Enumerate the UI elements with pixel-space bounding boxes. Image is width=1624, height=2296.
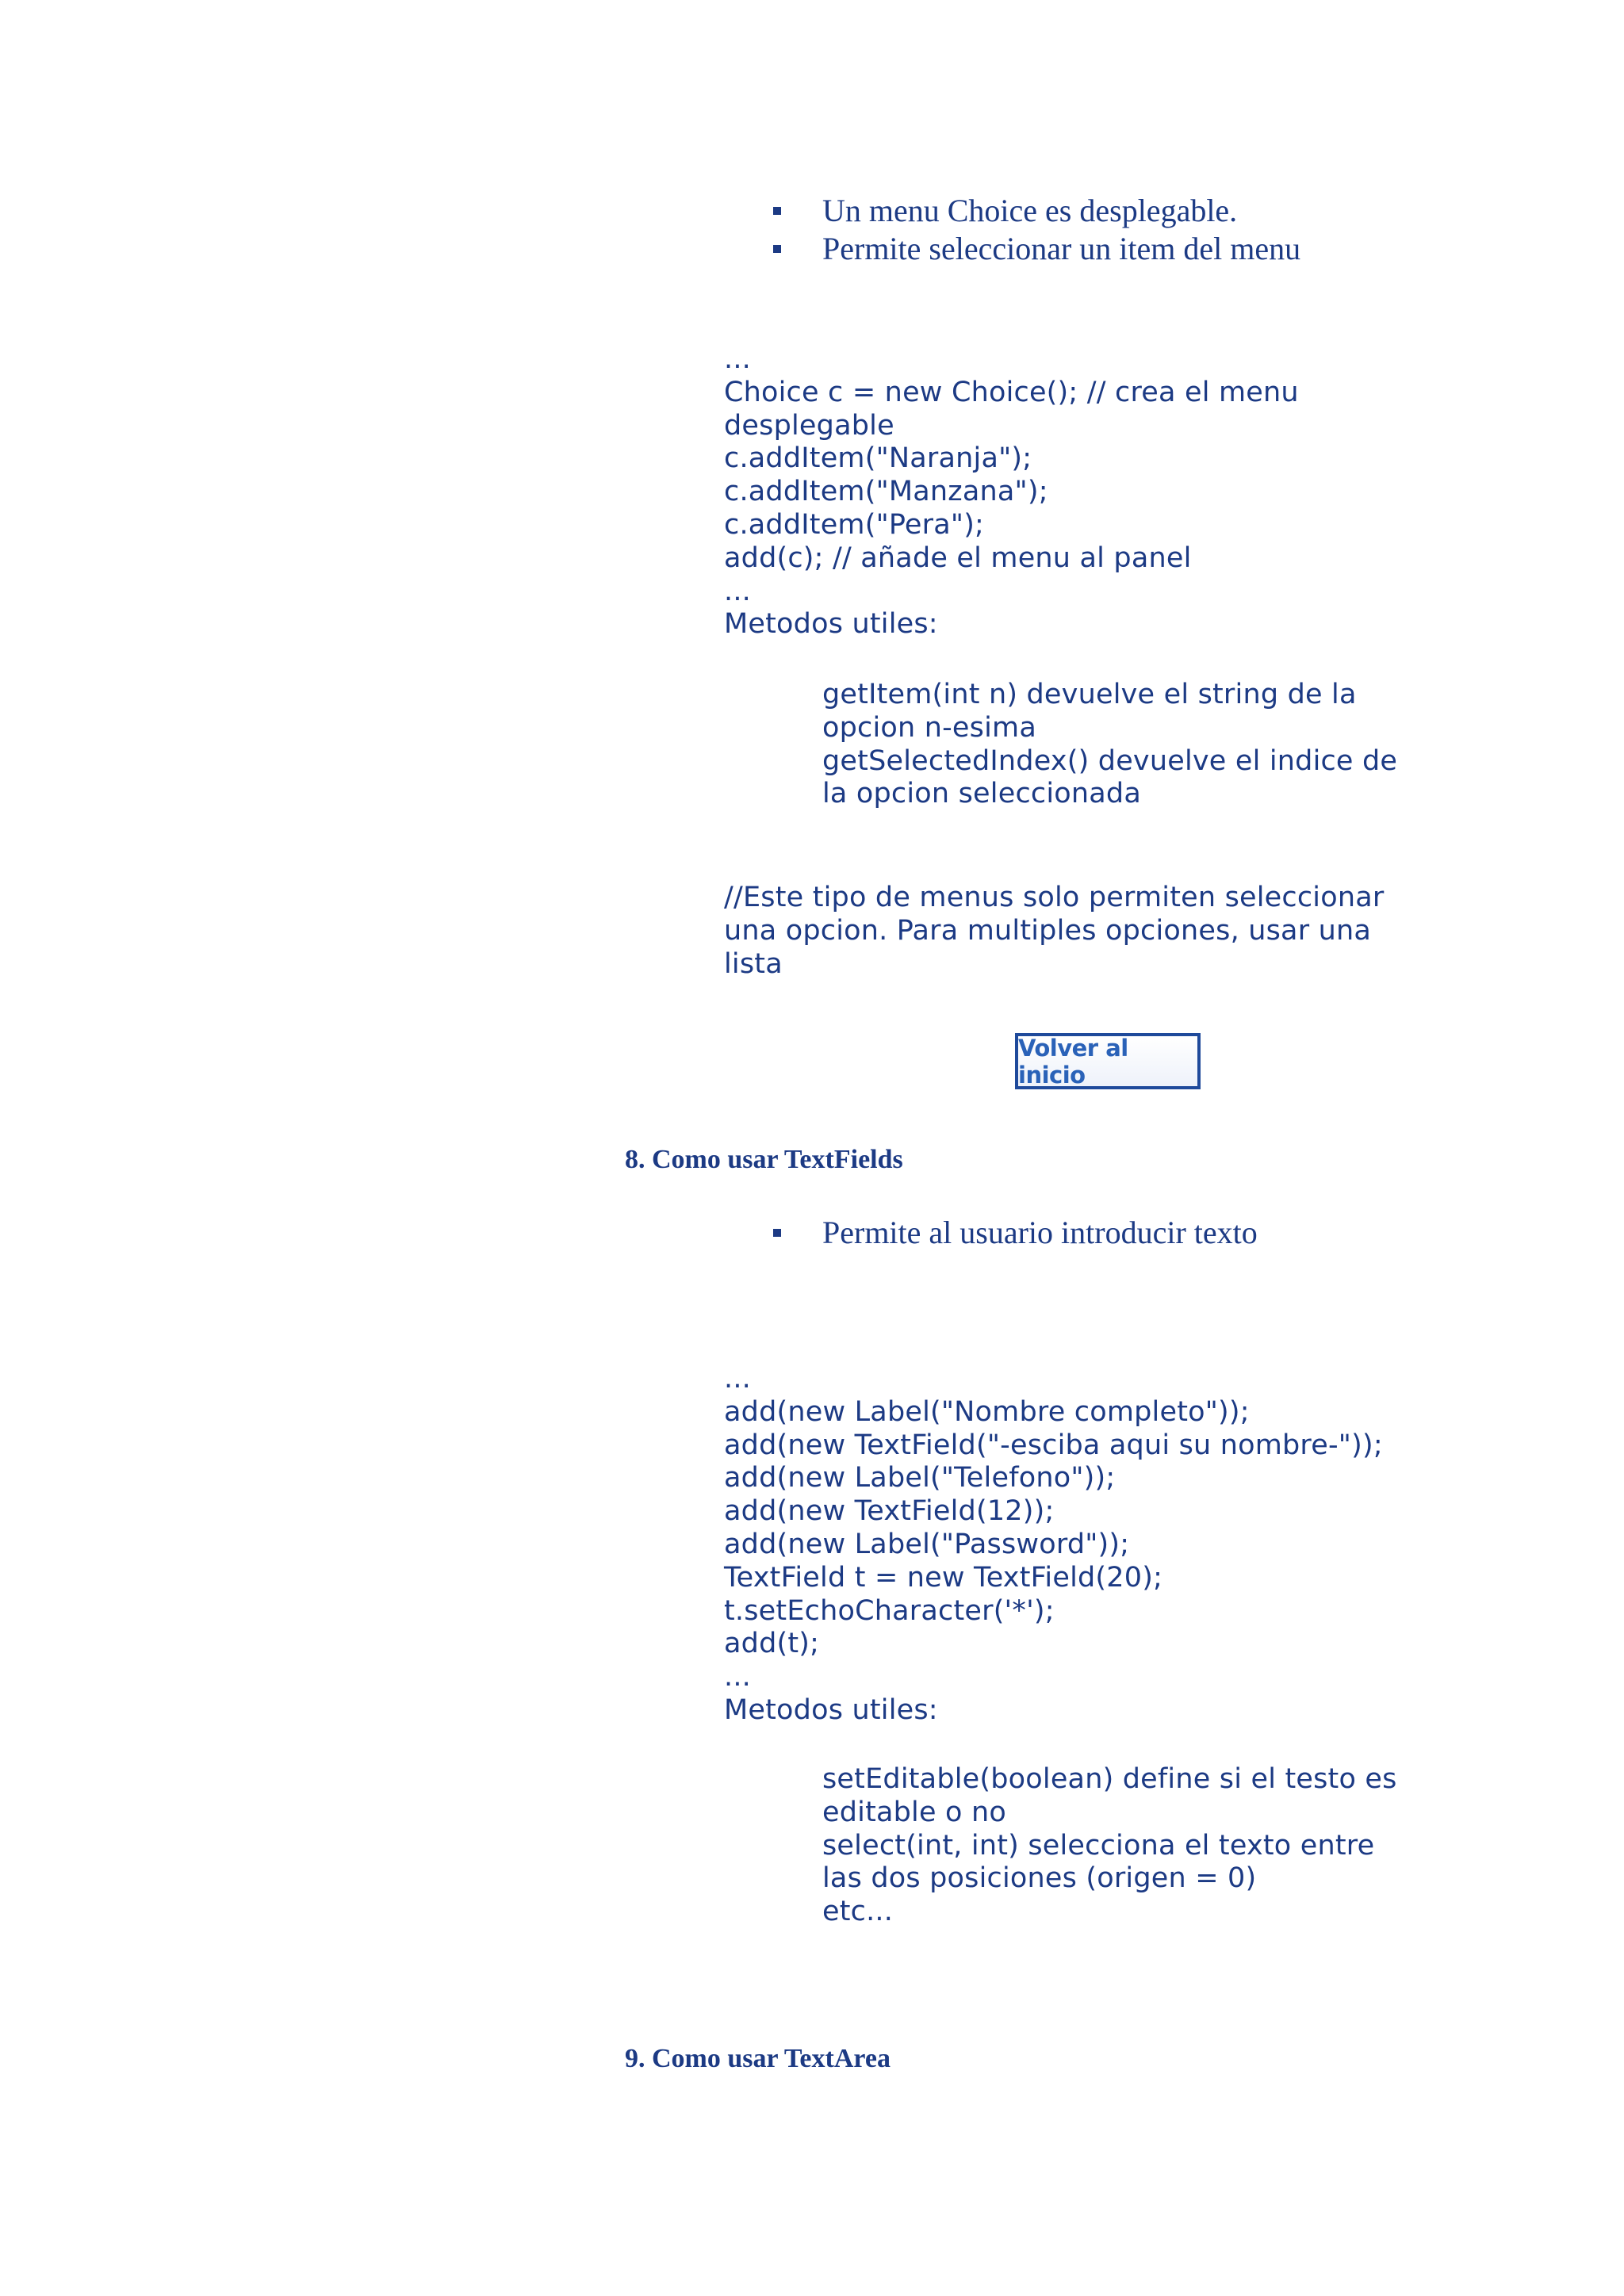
code-line: add(new TextField("-esciba aqui su nombre-")); — [724, 1429, 1383, 1461]
bullet-text: Permite seleccionar un item del menu — [822, 231, 1301, 266]
code-line: add(new TextField(12)); — [724, 1495, 1055, 1528]
choice-code-block — [724, 343, 1299, 641]
list-item — [773, 230, 1300, 268]
square-bullet-icon — [773, 1229, 781, 1237]
code-line: c.addItem("Manzana"); — [724, 476, 1048, 508]
code-line: Metodos utiles: — [724, 608, 938, 641]
code-line: TextField t = new TextField(20); — [724, 1561, 1163, 1594]
code-line: add(new Label("Telefono")); — [724, 1462, 1116, 1494]
code-line: ... — [724, 575, 751, 607]
code-line: desplegable — [724, 409, 894, 442]
code-line: Choice c = new Choice(); // crea el menu — [724, 376, 1299, 408]
back-to-start-button[interactable]: Volver al inicio — [1015, 1033, 1201, 1089]
note-line: lista — [724, 947, 783, 980]
method-line: select(int, int) selecciona el texto entre — [822, 1829, 1375, 1862]
list-item — [773, 192, 1300, 230]
code-line: c.addItem("Naranja"); — [724, 442, 1032, 475]
code-line: c.addItem("Pera"); — [724, 508, 985, 541]
code-line: ... — [724, 343, 751, 375]
square-bullet-icon — [773, 245, 781, 253]
method-line: etc... — [822, 1896, 894, 1928]
choice-methods-block — [822, 679, 1397, 811]
choice-bullet-list — [773, 192, 1300, 268]
bullet-text: Un menu Choice es desplegable. — [822, 193, 1238, 228]
method-line: editable o no — [822, 1796, 1006, 1828]
choice-note — [724, 882, 1384, 981]
code-line: add(new Label("Password")); — [724, 1528, 1130, 1560]
code-line: add(new Label("Nombre completo")); — [724, 1395, 1250, 1428]
code-line: add(t); — [724, 1628, 820, 1660]
method-line: getItem(int n) devuelve el string de la — [822, 679, 1357, 710]
textfields-heading: 8. Como usar TextFields — [625, 1145, 903, 1174]
textfields-bullet-list — [773, 1214, 1258, 1252]
textarea-heading: 9. Como usar TextArea — [625, 2044, 891, 2073]
code-line: Metodos utiles: — [724, 1693, 938, 1726]
code-line: t.setEchoCharacter('*'); — [724, 1594, 1055, 1627]
textfields-code-block — [724, 1363, 1383, 1728]
method-line: setEditable(boolean) define si el testo es — [822, 1763, 1397, 1795]
method-line: getSelectedIndex() devuelve el indice de — [822, 744, 1398, 777]
code-line: ... — [724, 1363, 751, 1395]
note-line: una opcion. Para multiples opciones, usar una — [724, 914, 1372, 947]
code-line: ... — [724, 1661, 751, 1693]
method-line: las dos posiciones (origen = 0) — [822, 1862, 1257, 1895]
textfields-methods-block — [822, 1763, 1397, 1929]
note-line: //Este tipo de menus solo permiten seleccionar — [724, 882, 1385, 913]
method-line: opcion n-esima — [822, 711, 1036, 744]
list-item — [773, 1214, 1258, 1252]
square-bullet-icon — [773, 207, 781, 215]
bullet-text: Permite al usuario introducir texto — [822, 1215, 1258, 1250]
method-line: la opcion seleccionada — [822, 778, 1141, 810]
code-line: add(c); // añade el menu al panel — [724, 541, 1192, 574]
